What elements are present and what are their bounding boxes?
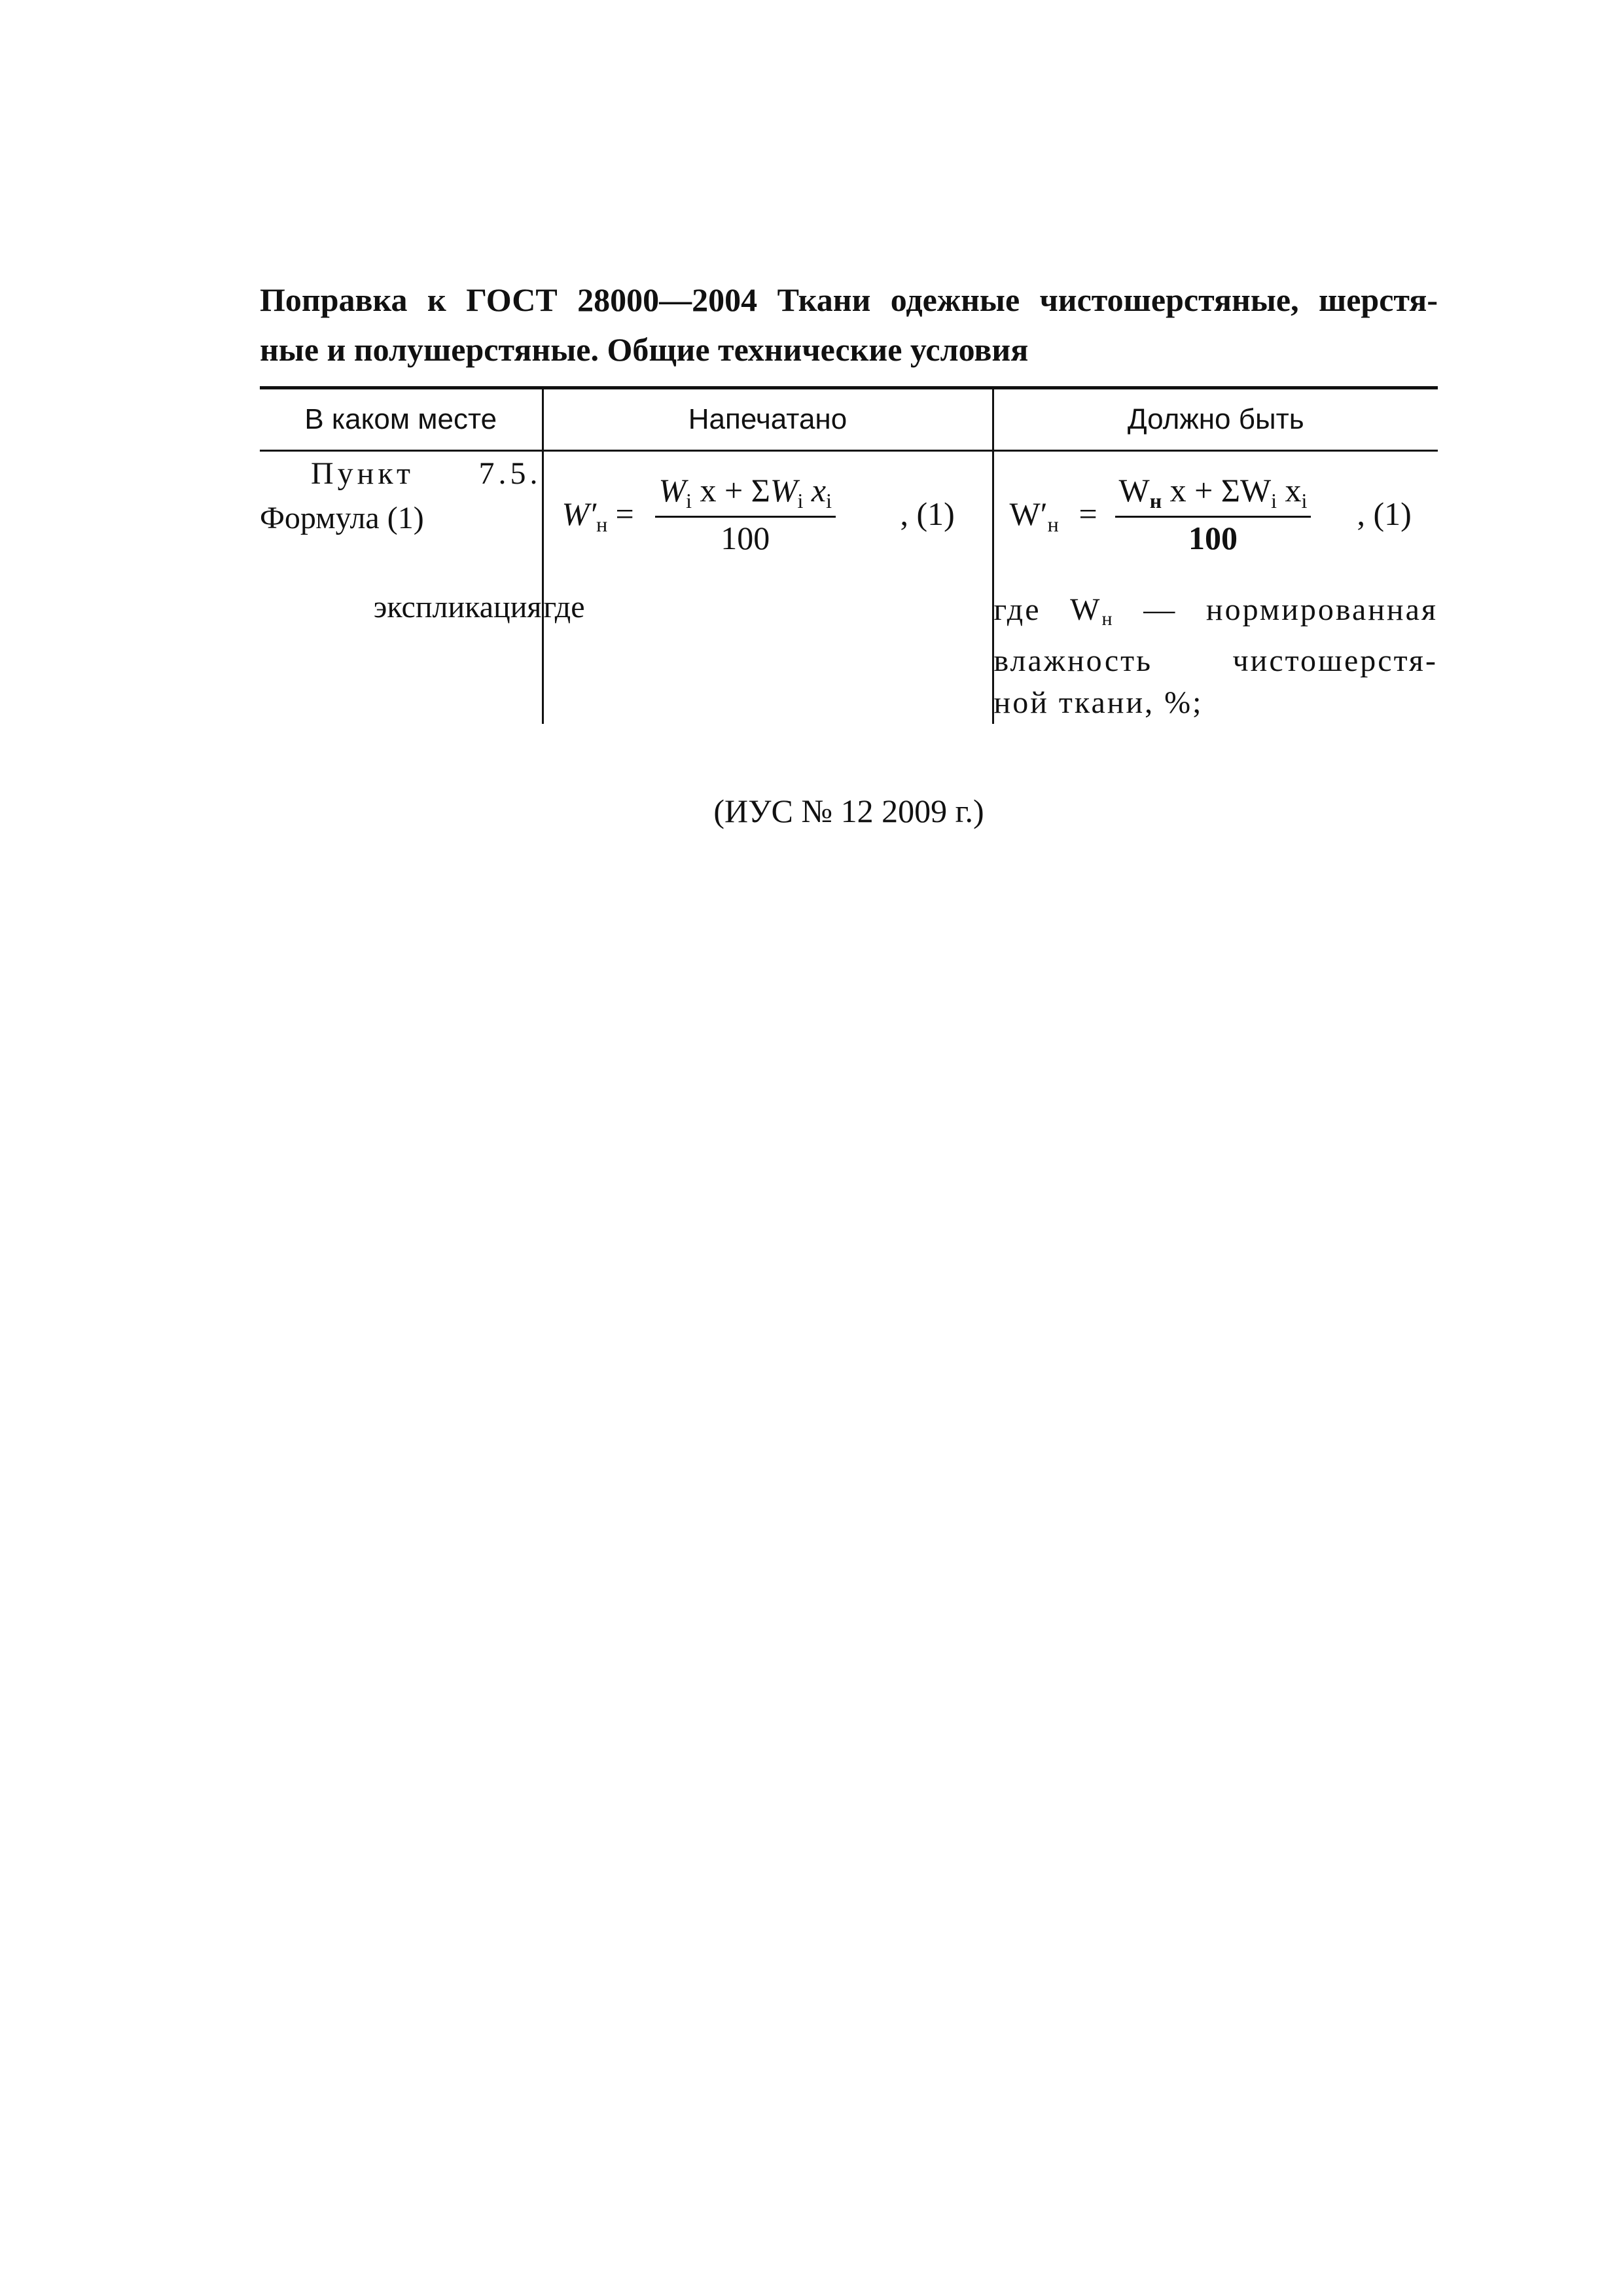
correction-table — [260, 386, 1438, 724]
printed-formula-cell — [543, 451, 993, 590]
printed-formula-fraction — [655, 471, 836, 557]
printed-formula-numerator: $W_i$ $x + \Sigma W_i$ $x_i$ — [655, 471, 836, 518]
correct-formula-equals: = — [1079, 495, 1097, 532]
table-row — [260, 451, 1438, 590]
location-point: Пункт 7.5. — [311, 456, 542, 491]
correct-formula — [994, 452, 1438, 583]
header-location: В каком месте — [260, 388, 543, 451]
header-should-be: Должно быть — [993, 388, 1438, 451]
correct-formula-cell — [993, 451, 1438, 590]
correct-explication-line-2: влажность чистошерстя- — [993, 643, 1438, 678]
printed-explication: где — [543, 589, 993, 724]
location-formula: Формула (1) — [260, 501, 424, 535]
location-cell-explication: экспликация — [373, 590, 542, 624]
location-cell-formula — [260, 451, 543, 590]
printed-formula-number: , (1) — [900, 495, 955, 532]
printed-formula-denominator: 100 — [721, 520, 770, 556]
printed-formula-lhs: $W'_н$ — [562, 495, 608, 536]
printed-formula — [544, 452, 992, 583]
document-title — [260, 275, 1438, 374]
correct-formula-number: , (1) — [1357, 495, 1412, 532]
document-page — [260, 275, 1438, 829]
title-line-2: ные и полушерстяные. Общие технические условия — [260, 331, 1029, 368]
correct-explication — [993, 589, 1438, 724]
correct-explication-line-3: ной ткани, %; — [993, 685, 1204, 720]
table-header-row — [260, 388, 1438, 451]
title-line-1: Поправка к ГОСТ 28000—2004 Ткани одежные чистошерстяные, шерстя- — [260, 281, 1438, 318]
correct-explication-line-1: где $W_н$ — нормированная — [993, 592, 1438, 630]
correct-formula-numerator: $W_н$ $x + \Sigma W_i$ $x_i$ — [1115, 471, 1311, 518]
header-printed: Напечатано — [543, 388, 993, 451]
correct-formula-fraction — [1115, 471, 1311, 557]
correct-formula-denominator: 100 — [1188, 520, 1238, 556]
source-reference: (ИУС № 12 2009 г.) — [713, 793, 984, 829]
printed-formula-equals: = — [615, 495, 634, 532]
correct-formula-lhs: $W'_н$ — [1009, 495, 1059, 536]
table-row — [260, 589, 1438, 724]
